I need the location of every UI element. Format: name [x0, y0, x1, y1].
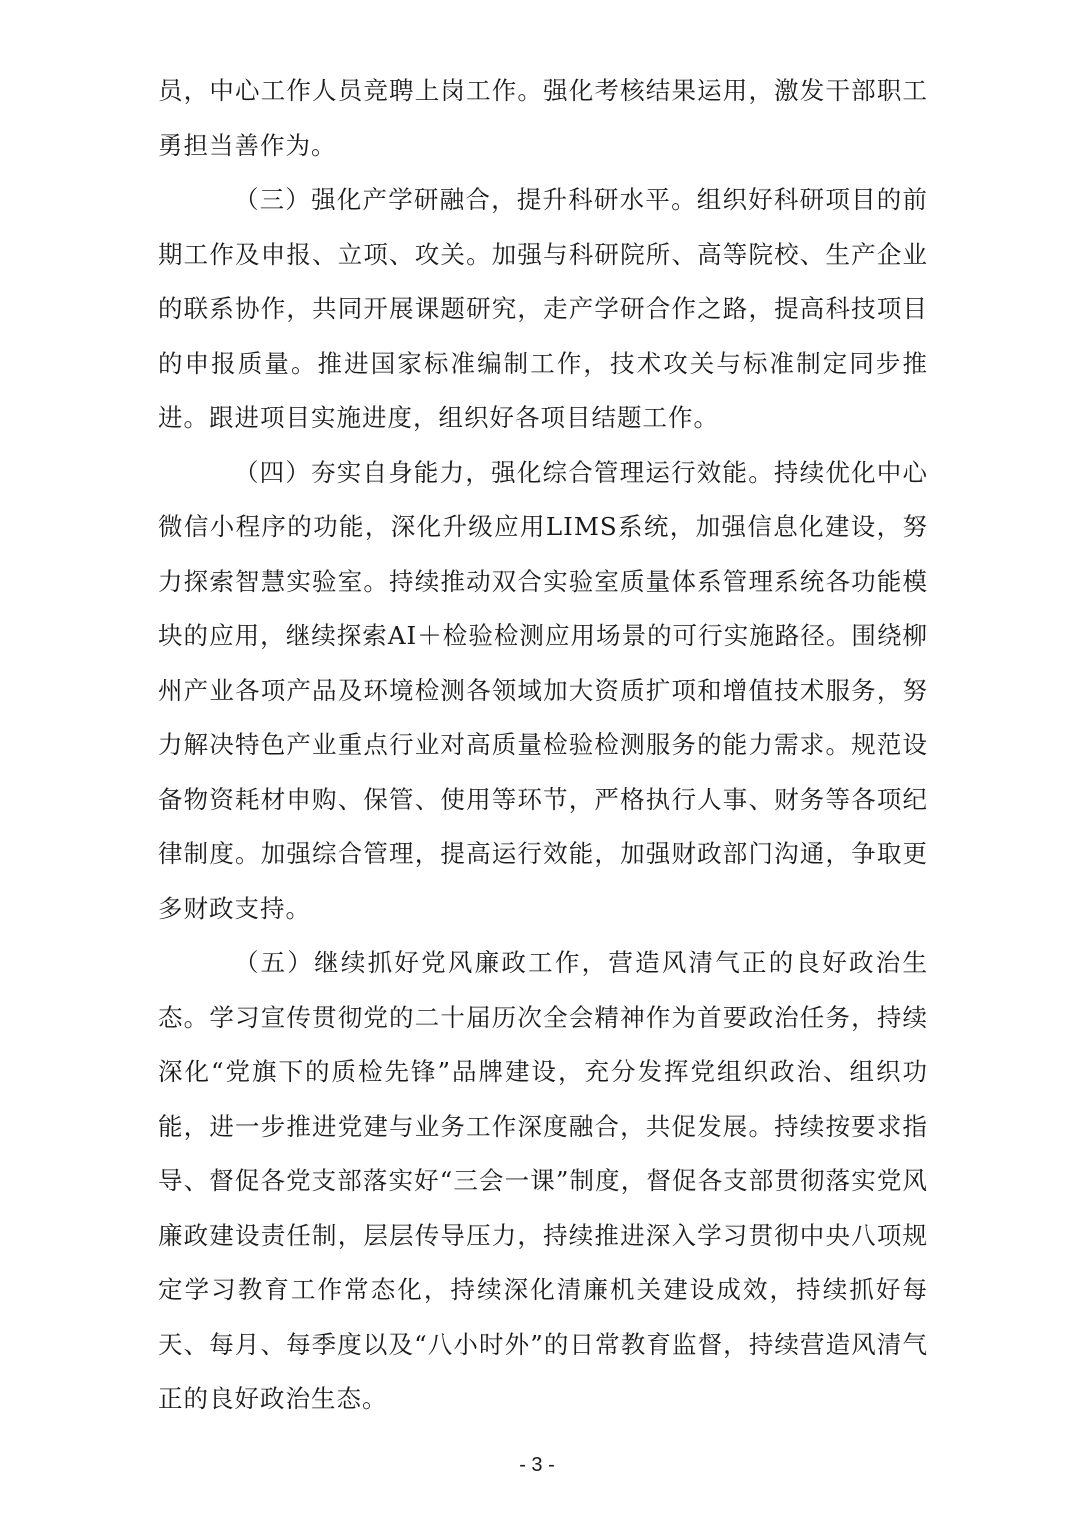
- document-body: [158, 64, 928, 1427]
- paragraph-section-4: （四）夯实自身能力，强化综合管理运行效能。持续优化中心微信小程序的功能，深化升级应用LIMS系统，加强信息化建设，努力探索智慧实验室。持续推动双合实验室质量体系管理系统各功能模块的应用，继续探索AI＋检验检测应用场景的可行实施路径。围绕柳州产业各项产品及环境检测各领域加大资质扩项和增值技术服务，努力解决特色产业重点行业对高质量检验检测服务的能力需求。规范设备物资耗材申购、保管、使用等环节，严格执行人事、财务等各项纪律制度。加强综合管理，提高运行效能，加强财政部门沟通，争取更多财政支持。: [158, 457, 928, 923]
- paragraph-section-3: （三）强化产学研融合，提升科研水平。组织好科研项目的前期工作及申报、立项、攻关。加强与科研院所、高等院校、生产企业的联系协作，共同开展课题研究，走产学研合作之路，提高科技项目的申报质量。推进国家标准编制工作，技术攻关与标准制定同步推进。跟进项目实施进度，组织好各项目结题工作。: [158, 185, 928, 432]
- page-number: - 3 -: [519, 1454, 555, 1476]
- paragraph-continuation: 员，中心工作人员竞聘上岗工作。强化考核结果运用，激发干部职工勇担当善作为。: [158, 76, 928, 160]
- paragraph-section-5: （五）继续抓好党风廉政工作，营造风清气正的良好政治生态。学习宣传贯彻党的二十届历次全会精神作为首要政治任务，持续深化“党旗下的质检先锋”品牌建设，充分发挥党组织政治、组织功能，进一步推进党建与业务工作深度融合，共促发展。持续按要求指导、督促各党支部落实好“三会一课”制度，督促各支部贯彻落实党风廉政建设责任制，层层传导压力，持续推进深入学习贯彻中央八项规定学习教育工作常态化，持续深化清廉机关建设成效，持续抓好每天、每月、每季度以及“八小时外”的日常教育监督，持续营造风清气正的良好政治生态。: [158, 948, 928, 1413]
